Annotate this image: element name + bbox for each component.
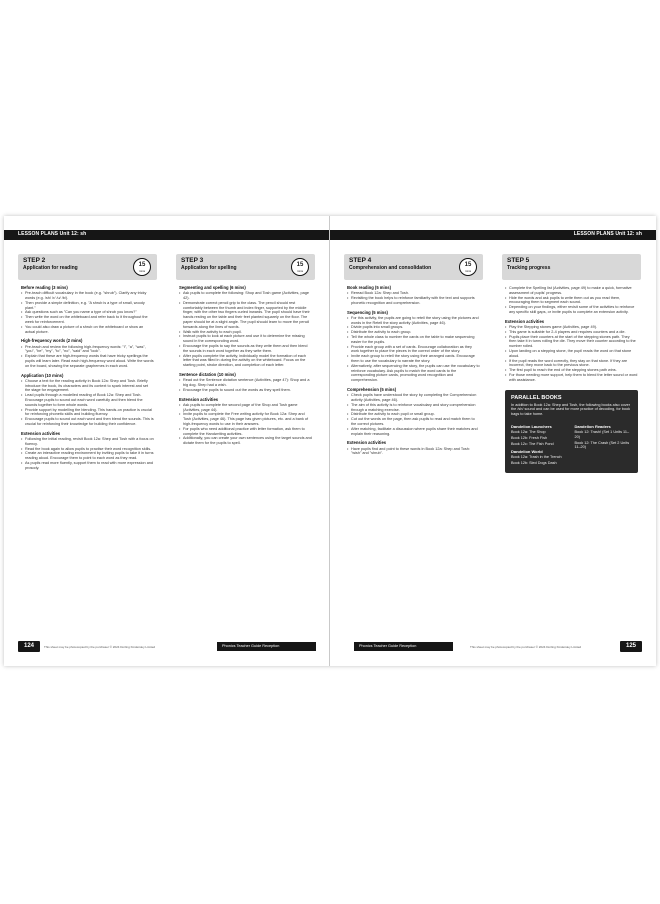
step-title: Application for reading — [23, 265, 78, 271]
bullet-list — [21, 379, 154, 427]
timer-icon — [291, 258, 309, 276]
bullet-list — [347, 291, 480, 305]
book-spread — [4, 216, 656, 666]
list-item: • Ask questions such as "Can you name a type of shrub you know?" — [21, 310, 154, 315]
right-footer-label: Phonics Teacher Guide Reception — [354, 642, 453, 651]
bullet-list — [347, 316, 480, 383]
list-item: • Create an interactive reading environment by inviting pupils to take it in turns reading aloud. Encourage them to point to each word as they read. — [21, 451, 154, 461]
bullet-list — [21, 291, 154, 334]
step-content — [176, 280, 315, 446]
parallel-books-title: PARALLEL BOOKS — [511, 394, 562, 401]
step-number: STEP 4 — [349, 257, 372, 264]
list-item: • Following the initial reading, revisit Book 12a: Shep and Tosh with a focus on fluency. — [21, 437, 154, 447]
step-content — [344, 280, 483, 456]
book-item: Book 12b: Sled Dogs Dash — [511, 461, 557, 466]
list-item: • Choose a text for the reading activity in Book 12a: Shep and Tosh. Briefly introduce the book, its characters and its context to spark interest and set the stage for engagement. — [21, 379, 154, 393]
list-item: • Provide each group with a set of cards. Encourage collaboration as they work together to place the pieces in the correct order of the story. — [347, 345, 480, 355]
bullet-list — [21, 345, 154, 369]
series-heading: Dandelion World — [511, 449, 543, 455]
list-item: • Reread Book 12a: Shep and Tosh. — [347, 291, 480, 296]
step-number: STEP 2 — [23, 257, 46, 264]
bullet-list — [179, 378, 312, 392]
section-heading: Extension activities — [21, 430, 61, 436]
section-heading: Extension activities — [505, 318, 545, 324]
list-item: • As pupils read more fluently, support them to read with more expression and prosody. — [21, 461, 154, 471]
list-item: • Explain that these are high-frequency words that have tricky spellings the pupils will learn later. Read each high-frequency word aloud. Write the words on the board, showing the separate graphemes in each word. — [21, 354, 154, 368]
left-page — [4, 216, 330, 666]
list-item: • Encourage the pupils to say the sounds as they write them and then blend the sounds in each word together as they write them. — [179, 344, 312, 354]
section-heading: Comprehension (5 mins) — [347, 386, 397, 392]
list-item: • For pupils who need additional practice with letter formation, ask them to complete the Handwriting activities. — [179, 427, 312, 437]
list-item: • Alternatively, after sequencing the story, the pupils can use the vocabulary to reinforce vocabulary. Ask pupils to match the word cards to the corresponding picture cards, promoting word recognition and comprehension. — [347, 364, 480, 383]
list-item: • Upon landing on a stepping stone, the pupil reads the word on that stone aloud. — [505, 349, 638, 359]
section-heading: High-frequency words (2 mins) — [21, 338, 83, 344]
list-item: • You could also draw a picture of a shrub on the whiteboard or show an actual picture. — [21, 325, 154, 335]
parallel-books-box — [505, 390, 638, 473]
step-2-column — [18, 254, 157, 471]
timer-minutes: 15 — [296, 262, 304, 268]
list-item: • For those needing more support, help them to blend the letter sound or word with assistance. — [505, 373, 638, 383]
timer-icon — [133, 258, 151, 276]
parallel-books-columns — [511, 421, 632, 466]
list-item: • Ask pupils to complete the following: Shop and Tosh game (Activities, page 42). — [179, 291, 312, 301]
book-item: Book 12c: The Fish Pond — [511, 441, 554, 446]
list-item: • Read out the Sentence dictation sentence (Activities, page 47): Shop and a big dog. Shep had a wish. — [179, 378, 312, 388]
bullet-list — [179, 403, 312, 446]
book-item: Book 12: Trash! (Set 1 Units 11–20) — [574, 429, 630, 439]
list-item: • Pre-teach and review the following high-frequency words: "I", "a", "was", "you", "be", "my", "to", "no", "said" and "look". — [21, 345, 154, 355]
book-item: Book 12: The Crash (Set 2 Units 11–20) — [574, 440, 630, 450]
left-footer-label: Phonics Teacher Guide Reception — [217, 642, 316, 651]
list-item: • Invite each group to retell the story using their arranged cards. Encourage them to use the vocabulary to narrate the story. — [347, 354, 480, 364]
step-header — [502, 254, 641, 280]
list-item: • Have pupils find and point to these words in Book 12a: Shep and Tosh: "wish" and "shrub". — [347, 447, 480, 457]
series-heading: Dandelion Launchers — [511, 423, 552, 429]
step-content — [18, 280, 157, 471]
timer-unit: mins — [138, 269, 146, 273]
step-4-column — [344, 254, 483, 456]
right-page-number: 125 — [620, 641, 642, 652]
list-item: • Encourage pupils to sound out each word and then blend the sounds. This is crucial for reinforcing their knowledge for building their confidence. — [21, 417, 154, 427]
step-header — [344, 254, 483, 280]
section-heading: Extension activities — [347, 440, 387, 446]
list-item: • Instruct pupils to look at each picture and use it to determine the missing sound in the corresponding word. — [179, 334, 312, 344]
step-title: Application for spelling — [181, 265, 237, 271]
list-item: • Invite pupils to complete the Free writing activity for Book 12a: Shep and Tosh (Activities, page 46). This page has given pictures, etc. and a bank of high-frequency words to use in their answers. — [179, 412, 312, 426]
bullet-list — [505, 325, 638, 383]
timer-minutes: 15 — [138, 262, 146, 268]
list-item: • Encourage the pupils to sound out the words as they spell them. — [179, 388, 312, 393]
bullet-list — [179, 291, 312, 368]
step-number: STEP 5 — [507, 257, 530, 264]
list-item: • Depending on your findings, either revisit some of the activities to reinforce any specific skill gaps, or invite pupils to complete an extension activity. — [505, 305, 638, 315]
parallel-books-column — [575, 421, 633, 466]
timer-minutes: 15 — [464, 262, 472, 268]
list-item: • Hide the words and ask pupils to write them out as you read them, encouraging them to segment each sound. — [505, 296, 638, 306]
timer-unit: mins — [296, 269, 304, 273]
bullet-list — [347, 393, 480, 436]
list-item: • Then write the word on the whiteboard and refer back to it throughout the week for reinforcement. — [21, 315, 154, 325]
list-item: • Tell the whole class to number the cards on the table to make sequencing easier for the pupils. — [347, 335, 480, 345]
list-item: • Read the book again to allow pupils to practise their word recognition skills. — [21, 447, 154, 452]
timer-icon — [459, 258, 477, 276]
step-title: Tracking progress — [507, 265, 551, 271]
step-header — [18, 254, 157, 280]
list-item: • Revisiting the book helps to reinforce familiarity with the text and supports phonetic recognition and comprehension. — [347, 296, 480, 306]
section-heading: Segmenting and spelling (6 mins) — [179, 285, 246, 290]
step-title: Comprehension and consolidation — [349, 265, 432, 271]
list-item: • Lead pupils through a modelled reading of Book 12a: Shep and Tosh. Encourage pupils to sound out each word carefully and then blend the sounds together to form whole words. — [21, 393, 154, 407]
list-item: • Cut out the words on the page, then ask pupils to read and match them to the correct pictures. — [347, 417, 480, 427]
section-heading: Application (10 mins) — [21, 372, 64, 378]
list-item: • After pupils complete the activity, individually model the formation of each letter that was filled in during the activity on the whiteboard. Focus on the starting point, stroke direction, and completion of each letter. — [179, 354, 312, 368]
right-copyright: This sheet may be photocopied by the purchaser © 2024 Dorling Kindersley Limited — [470, 645, 582, 649]
section-heading: Extension activities — [179, 396, 219, 402]
bullet-list — [505, 286, 638, 315]
list-item: • Provide support by modelling the blending. This hands-on practice is crucial for reinforcing phonetic skills and building fluency. — [21, 408, 154, 418]
series-heading: Dandelion Readers — [574, 423, 611, 429]
parallel-books-intro: In addition to Book 12a: Shep and Tosh, the following books also cover the /sh/ sound and can be used for more practice of decoding, for book bags to take home. — [511, 402, 631, 417]
section-heading: Before reading (3 mins) — [21, 285, 68, 290]
list-item: • Distribute the activity to each group. — [347, 330, 480, 335]
timer-unit: mins — [464, 269, 472, 273]
book-item: Book 12b: Fresh Fish — [511, 435, 548, 440]
section-heading: Book reading (5 mins) — [347, 285, 391, 290]
section-heading: Sentence dictation (10 mins) — [179, 371, 236, 377]
list-item: • Divide pupils into small groups. — [347, 325, 480, 330]
book-item: Book 12a: Trash in the Trench — [511, 455, 562, 460]
left-copyright: This sheet may be photocopied by the purchaser © 2024 Dorling Kindersley Limited — [44, 645, 156, 649]
step-number: STEP 3 — [181, 257, 204, 264]
section-heading: Sequencing (5 mins) — [347, 309, 388, 315]
right-header-title: LESSON PLANS Unit 12: sh — [573, 231, 642, 237]
list-item: • This game is suitable for 2-4 players and requires counters and a die. — [505, 330, 638, 335]
list-item: • Pupils place their counters at the start of the stepping stones path. They then take it in turns rolling the die. They move their counter according to the number rolled. — [505, 335, 638, 349]
list-item: • Complete the Spelling list (Activities, page 49) to make a quick, formative assessment of pupils' progress. — [505, 286, 638, 296]
list-item: • After matching, facilitate a discussion where pupils share their matches and explain their reasoning. — [347, 427, 480, 437]
list-item: • Demonstrate correct pencil grip to the class. The pencil should rest comfortably between the thumb and index finger, supported by the middle finger, with the other two fingers curled inwards. The pupil should have their hands resting on the table and their feet planted squarely on the floor. The paper should be at a slight angle. The pupil should learn to move the pencil forwards along the lines of words. — [179, 301, 312, 330]
list-item: • If the pupil reads the word correctly, they stay on that stone. If they are incorrect, they move back to the previous stone. — [505, 359, 638, 369]
list-item: • Ask pupils to complete the second page of the Shop and Tosh game (Activities, page 44). — [179, 403, 312, 413]
list-item: • Check pupils have understood the story by completing the Comprehension activity (Activities, page 46). — [347, 393, 480, 403]
list-item: • The aim of this activity is to reinforce vocabulary and story comprehension through a matching exercise. — [347, 403, 480, 413]
list-item: • Pre-teach difficult vocabulary in the book (e.g. "shrub"). Clarify any tricky words (e.g. /sh/ /r/ /u/ /b/). — [21, 291, 154, 301]
list-item: • For this activity, the pupils are going to retell the story using the pictures and words in the Retell the story activity (Activities, page 46). — [347, 316, 480, 326]
list-item: • Walk with the activity to each pupil. — [179, 330, 312, 335]
list-item: • Distribute the activity to each pupil or small group. — [347, 412, 480, 417]
right-page — [330, 216, 656, 666]
step-5-column — [502, 254, 641, 473]
bullet-list — [347, 447, 480, 457]
step-content — [502, 280, 641, 473]
list-item: • Play the Stepping stones game (Activities, page 49). — [505, 325, 638, 330]
bullet-list — [21, 437, 154, 471]
step-header — [176, 254, 315, 280]
parallel-books-column — [511, 421, 569, 466]
step-3-column — [176, 254, 315, 446]
list-item: • Then provide a simple definition, e.g. "A shrub is a type of small, woody plant." — [21, 301, 154, 311]
book-item: Book 12a: The Shop — [511, 429, 546, 434]
list-item: • Additionally, you can create your own sentences using the target sounds and dictate them for the pupils to spell. — [179, 436, 312, 446]
left-header-title: LESSON PLANS Unit 12: sh — [18, 231, 87, 237]
list-item: • The first pupil to reach the end of the stepping stones path wins. — [505, 368, 638, 373]
left-page-number: 124 — [18, 641, 40, 652]
